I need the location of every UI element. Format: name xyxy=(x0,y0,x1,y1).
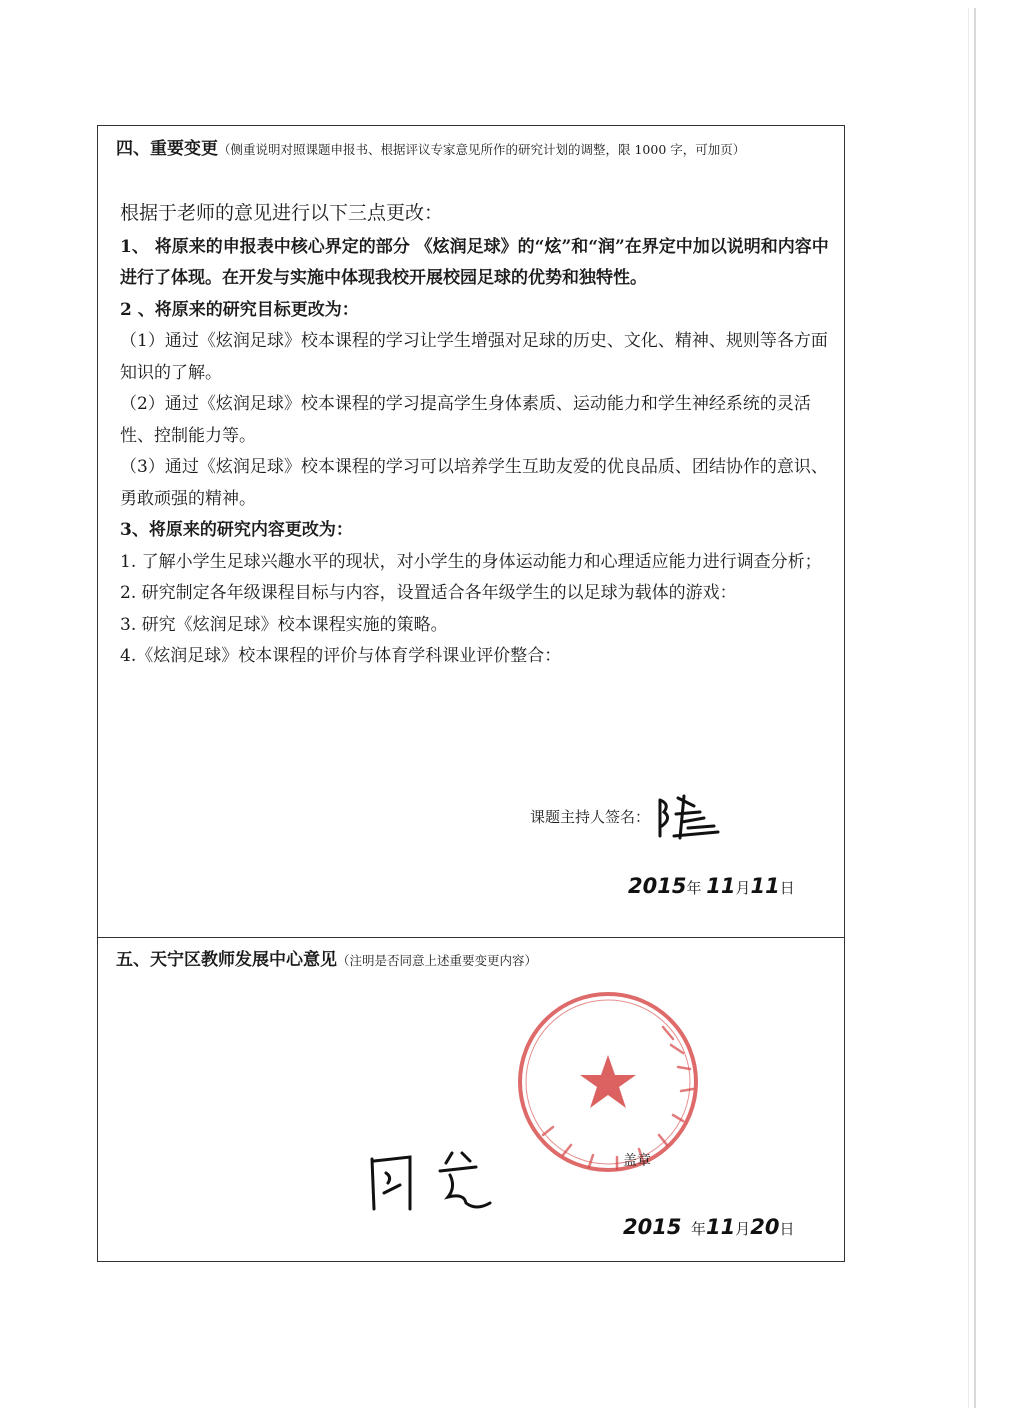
date-month-handwritten: 11 xyxy=(706,1215,736,1239)
date-year-unit: 年 xyxy=(691,1220,707,1238)
official-seal xyxy=(513,987,703,1181)
section5-title: 五、天宁区教师发展中心意见 xyxy=(116,950,337,970)
change-item-2-heading: 2 、将原来的研究目标更改为： xyxy=(120,299,359,320)
date-day-unit: 日 xyxy=(779,1220,795,1238)
host-signature xyxy=(654,792,724,846)
goal-3: （3）通过《炫润足球》校本课程的学习可以培养学生互助友爱的优良品质、团结协作的意识、勇敢顽强的精神。 xyxy=(120,457,828,509)
date-day-unit: 日 xyxy=(779,879,795,897)
section4-title: 四、重要变更 xyxy=(116,139,218,159)
content-2: 2. 研究制定各年级课程目标与内容，设置适合各年级学生的以足球为载体的游戏： xyxy=(120,583,737,603)
seal-label: 盖章 xyxy=(623,1153,651,1169)
change-item-3-heading: 3、将原来的研究内容更改为： xyxy=(120,520,353,540)
intro-text: 根据于老师的意见进行以下三点更改： xyxy=(120,202,444,224)
form-table xyxy=(97,125,845,1262)
content-4: 4.《炫润足球》校本课程的评价与体育学科课业评价整合： xyxy=(120,646,562,666)
section-center-opinion xyxy=(98,937,844,1261)
host-sign-date xyxy=(628,874,795,898)
change-item-1: 1、 将原来的申报表中核心界定的部分 《炫润足球》的“炫”和“润”在界定中加以说明和内容中进行了体现。在开发与实施中体现我校开展校园足球的优势和独特性。 xyxy=(120,236,829,288)
date-month-unit: 月 xyxy=(735,879,751,897)
section5-note: （注明是否同意上述重要变更内容） xyxy=(337,953,538,968)
date-year-unit: 年 xyxy=(686,879,702,897)
date-year-handwritten: 2015 xyxy=(623,1215,682,1239)
section4-body xyxy=(120,198,838,673)
goal-2: （2）通过《炫润足球》校本课程的学习提高学生身体素质、运动能力和学生神经系统的灵活性、控制能力等。 xyxy=(120,394,811,446)
date-year-handwritten: 2015 xyxy=(628,874,687,898)
content-3: 3. 研究《炫润足球》校本课程实施的策略。 xyxy=(120,614,448,635)
date-day-handwritten: 20 xyxy=(750,1215,780,1239)
page-edge xyxy=(974,8,976,1408)
section-important-changes xyxy=(98,126,844,938)
section4-note: （侧重说明对照课题申报书、根据评议专家意见所作的研究计划的调整，限 1000 字，可加页） xyxy=(218,142,746,157)
content-1: 1. 了解小学生足球兴趣水平的现状，对小学生的身体运动能力和心理适应能力进行调查分析； xyxy=(120,551,822,572)
date-month-handwritten: 11 xyxy=(706,874,736,898)
approval-handwriting xyxy=(366,1147,496,1221)
date-month-unit: 月 xyxy=(735,1220,751,1238)
section5-header xyxy=(116,945,537,970)
section4-header xyxy=(116,134,745,159)
date-day-handwritten: 11 xyxy=(750,874,780,898)
page-edge-shadow xyxy=(968,8,969,1408)
center-opinion-date xyxy=(623,1215,795,1239)
goal-1: （1）通过《炫润足球》校本课程的学习让学生增强对足球的历史、文化、精神、规则等各方面知识的了解。 xyxy=(120,331,828,383)
host-sign-label: 课题主持人签名： xyxy=(530,808,651,826)
